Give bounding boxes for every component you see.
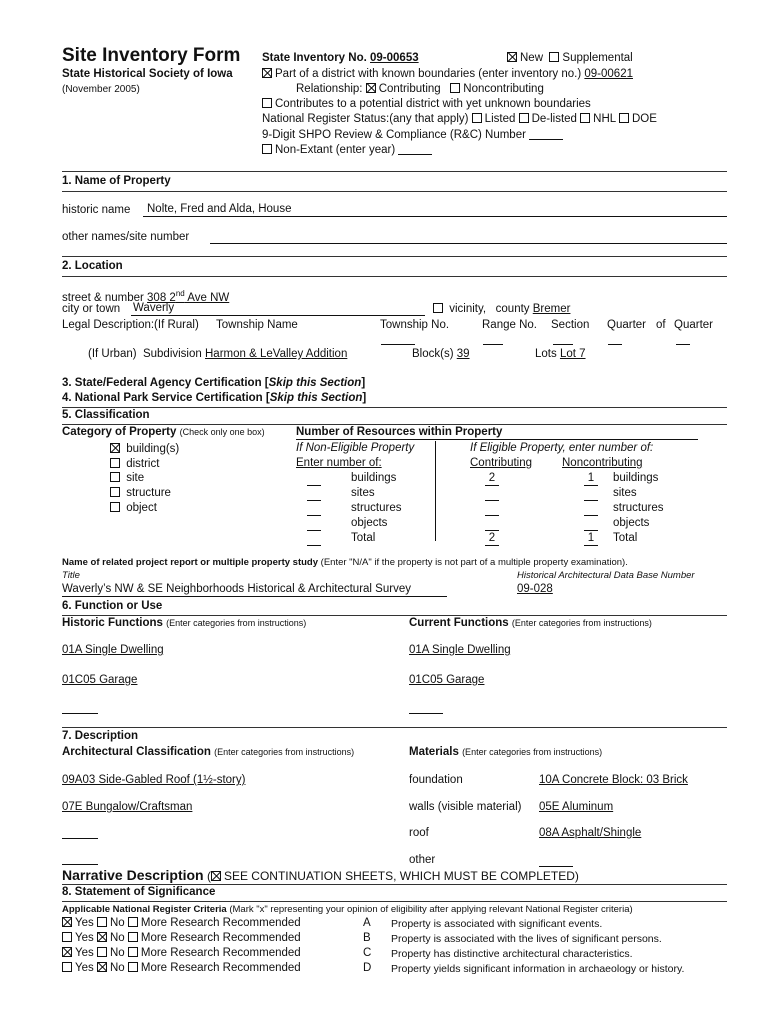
potential-district-checkbox[interactable]	[262, 98, 272, 108]
of-label: of	[656, 319, 666, 331]
shpo-row	[262, 128, 563, 141]
yes-checkbox[interactable]	[62, 917, 72, 927]
category-list	[110, 442, 179, 516]
divider	[62, 424, 727, 425]
blocks-label: Block(s)	[412, 348, 454, 360]
more-research-checkbox[interactable]	[128, 947, 138, 957]
db-number-label: Historical Architectural Data Base Number	[517, 570, 695, 581]
narrative-label: Narrative Description	[62, 867, 204, 883]
county-value[interactable]: Bremer	[532, 303, 571, 315]
category-district[interactable]: district	[110, 457, 179, 472]
new-checkbox[interactable]	[507, 52, 517, 62]
inventory-no-value[interactable]: 09-00653	[370, 52, 419, 64]
no-checkbox[interactable]	[97, 962, 107, 972]
inventory-no-row	[262, 52, 419, 64]
nhl-label: NHL	[593, 113, 616, 125]
noncontributing-label: Noncontributing	[463, 83, 544, 95]
current-functions-heading: Current Functions (Enter categories from instructions)	[409, 617, 652, 629]
quarter2-field[interactable]	[676, 344, 690, 345]
noncontributing-col-header: Noncontributing	[562, 457, 643, 469]
historic-functions-heading: Historic Functions (Enter categories from instructions)	[62, 617, 307, 629]
quarter-field[interactable]	[608, 344, 622, 345]
contributing-objects-value[interactable]	[485, 517, 499, 531]
current-function-2[interactable]: 01C05 Garage	[409, 674, 485, 686]
eligible-label-buildings: buildings	[613, 472, 659, 484]
walls-value[interactable]: 05E Aluminum	[539, 801, 614, 813]
narrative-text: SEE CONTINUATION SHEETS, WHICH MUST BE COMPLETED)	[223, 869, 579, 883]
supplemental-label: Supplemental	[562, 52, 633, 64]
category-building[interactable]: building(s)	[110, 442, 179, 457]
shpo-field[interactable]	[529, 128, 563, 140]
shpo-label: 9-Digit SHPO Review & Compliance (R&C) Number	[262, 129, 526, 141]
s2-heading: 2. Location	[62, 260, 123, 272]
more-research-checkbox[interactable]	[128, 962, 138, 972]
non-eligible-objects-field[interactable]	[307, 517, 321, 531]
category-site[interactable]: site	[110, 471, 179, 486]
delisted-checkbox[interactable]	[519, 113, 529, 123]
other-material-label: other	[409, 854, 436, 866]
checkbox-building[interactable]	[110, 443, 120, 453]
criteria-description: Property is associated with significant events.	[391, 918, 603, 930]
divider	[62, 615, 727, 616]
historic-name-field[interactable]	[143, 216, 727, 217]
current-function-3[interactable]	[409, 713, 443, 714]
category-heading: Category of Property (Check only one box)	[62, 426, 265, 438]
delisted-label: De-listed	[531, 113, 577, 125]
related-title-value: Waverly’s NW & SE Neighborhoods Historical & Architectural Survey	[62, 583, 411, 595]
blocks-row	[412, 348, 470, 360]
resources-divider	[435, 441, 436, 541]
subdivision-label: Subdivision	[142, 348, 202, 360]
contributing-total-value[interactable]: 2	[485, 532, 499, 546]
contributing-sites-value[interactable]	[485, 487, 499, 501]
blocks-value[interactable]: 39	[456, 348, 470, 360]
current-function-1[interactable]: 01A Single Dwelling	[409, 644, 511, 656]
city-label: city or town	[62, 303, 121, 315]
s3-heading: 3. State/Federal Agency Certification [Skip this Section]	[62, 377, 366, 389]
subdivision-value[interactable]: Harmon & LeValley Addition	[205, 348, 348, 360]
quarter-label: Quarter	[607, 319, 646, 331]
district-part-checkbox[interactable]	[262, 68, 272, 78]
divider	[62, 407, 727, 408]
criteria-letter: D	[363, 962, 372, 974]
s1-heading: 1. Name of Property	[62, 175, 171, 187]
district-part-label: Part of a district with known boundaries (enter inventory no.)	[275, 68, 582, 80]
city-value: Waverly	[133, 302, 175, 314]
foundation-label: foundation	[409, 774, 463, 786]
no-label: No	[109, 962, 128, 974]
potential-district-label: Contributes to a potential district with yet unknown boundaries	[275, 98, 591, 110]
narrative-row: Narrative Description ( SEE CONTINUATION SHEETS, WHICH MUST BE COMPLETED)	[62, 867, 579, 883]
related-study-row	[62, 557, 628, 568]
title-label: Title	[62, 570, 80, 581]
checkbox-district[interactable]	[110, 458, 120, 468]
checkbox-structure[interactable]	[110, 487, 120, 497]
yes-label: Yes	[75, 947, 97, 959]
criteria-letter: C	[363, 947, 372, 959]
range-no-label: Range No.	[482, 319, 537, 331]
eligible-label-structures: structures	[613, 502, 664, 514]
resource-label-structures: structures	[351, 502, 402, 514]
yes-label: Yes	[75, 932, 97, 944]
noncontributing-checkbox[interactable]	[450, 83, 460, 93]
resource-label-objects: objects	[351, 517, 388, 529]
nonextant-row	[262, 143, 432, 156]
criteria-letter: B	[363, 932, 371, 944]
divider	[62, 256, 727, 257]
county-label: county	[495, 303, 530, 315]
non-eligible-sites-field[interactable]	[307, 487, 321, 501]
resources-underline	[296, 439, 698, 440]
new-label: New	[520, 52, 544, 64]
no-checkbox[interactable]	[97, 917, 107, 927]
non-eligible-label: If Non-Eligible Property	[296, 442, 415, 454]
no-label: No	[109, 932, 128, 944]
township-no-field[interactable]	[381, 344, 415, 345]
doe-checkbox[interactable]	[619, 113, 629, 123]
relationship-label: Relationship:	[296, 83, 363, 95]
township-name-label: Township Name	[216, 319, 298, 331]
divider	[62, 171, 727, 172]
enter-number-label: Enter number of:	[296, 457, 382, 469]
related-title-field[interactable]	[62, 596, 447, 597]
no-label: No	[109, 947, 128, 959]
nonextant-year-field[interactable]	[398, 143, 432, 155]
no-checkbox[interactable]	[97, 932, 107, 942]
noncontributing-total-value[interactable]: 1	[584, 532, 598, 546]
nonextant-checkbox[interactable]	[262, 144, 272, 154]
potential-district-row	[262, 98, 591, 110]
form-title: Site Inventory Form	[62, 45, 241, 66]
more-research-label: More Research Recommended	[140, 947, 301, 959]
eligible-label-total: Total	[613, 532, 638, 544]
arch-class-3[interactable]	[62, 838, 98, 839]
arch-class-1[interactable]: 09A03 Side-Gabled Roof (1½-story)	[62, 774, 246, 786]
nhl-checkbox[interactable]	[580, 113, 590, 123]
vicinity-checkbox[interactable]	[433, 303, 443, 313]
city-field[interactable]	[131, 315, 425, 316]
s8-heading: 8. Statement of Significance	[62, 886, 216, 898]
arch-class-heading: Architectural Classification (Enter categories from instructions)	[62, 746, 355, 758]
street-label: street & number	[62, 291, 144, 304]
noncontributing-sites-value[interactable]	[584, 487, 598, 501]
contributing-checkbox[interactable]	[366, 83, 376, 93]
resource-label-sites: sites	[351, 487, 375, 499]
divider	[62, 901, 727, 902]
contributing-buildings-value[interactable]: 2	[485, 472, 499, 486]
divider	[62, 276, 727, 277]
contributing-col-header: Contributing	[470, 457, 533, 469]
narrative-checkbox[interactable]	[211, 871, 221, 881]
related-study-label: Name of related project report or multiple property study	[62, 557, 319, 568]
more-research-checkbox[interactable]	[128, 932, 138, 942]
resource-label-total: Total	[351, 532, 376, 544]
yes-checkbox[interactable]	[62, 947, 72, 957]
criteria-description: Property yields significant information in archaeology or history.	[391, 963, 685, 975]
s6-heading: 6. Function or Use	[62, 600, 163, 612]
nr-status-label: National Register Status:(any that apply)	[262, 113, 469, 125]
street-value[interactable]: 308 2nd Ave NW	[147, 289, 230, 304]
materials-heading: Materials (Enter categories from instructions)	[409, 746, 603, 758]
criteria-row-c	[62, 947, 301, 959]
form-date: (November 2005)	[62, 84, 140, 95]
criteria-note: (Mark "x" representing your opinion of eligibility after applying relevant National Register criteria)	[229, 904, 633, 915]
non-eligible-total-field[interactable]	[307, 532, 321, 546]
non-eligible-structures-field[interactable]	[307, 502, 321, 516]
eligible-label: If Eligible Property, enter number of:	[470, 442, 654, 454]
supplemental-checkbox[interactable]	[549, 52, 559, 62]
s4-heading: 4. National Park Service Certification [Skip this Section]	[62, 392, 367, 404]
listed-label: Listed	[484, 113, 516, 125]
checkbox-site[interactable]	[110, 472, 120, 482]
criteria-description: Property is associated with the lives of significant persons.	[391, 933, 662, 945]
yes-checkbox[interactable]	[62, 962, 72, 972]
urban-row	[88, 348, 347, 360]
non-eligible-buildings-field[interactable]	[307, 472, 321, 486]
nr-status-row	[262, 113, 657, 125]
db-number-value[interactable]: 09-028	[517, 583, 553, 595]
urban-label: (If Urban)	[88, 348, 137, 360]
relationship-row	[296, 83, 544, 95]
walls-label: walls (visible material)	[409, 801, 522, 813]
other-names-label: other names/site number	[62, 231, 190, 243]
s5-heading: 5. Classification	[62, 409, 150, 421]
no-checkbox[interactable]	[97, 947, 107, 957]
noncontributing-objects-value[interactable]	[584, 517, 598, 531]
doe-label: DOE	[631, 113, 657, 125]
historic-function-2[interactable]: 01C05 Garage	[62, 674, 138, 686]
more-research-label: More Research Recommended	[140, 962, 301, 974]
criteria-row-a	[62, 917, 301, 929]
yes-label: Yes	[75, 917, 97, 929]
yes-label: Yes	[75, 962, 97, 974]
vicinity-label: vicinity,	[449, 303, 487, 315]
more-research-label: More Research Recommended	[140, 917, 301, 929]
arch-class-2[interactable]: 07E Bungalow/Craftsman	[62, 801, 193, 813]
related-study-note: (Enter "N/A" if the property is not part of a multiple property examination).	[320, 557, 628, 568]
historic-function-1[interactable]: 01A Single Dwelling	[62, 644, 164, 656]
org-name: State Historical Society of Iowa	[62, 68, 233, 80]
section-label: Section	[551, 319, 590, 331]
divider	[62, 191, 727, 192]
foundation-value[interactable]: 10A Concrete Block: 03 Brick	[539, 774, 688, 786]
more-research-label: More Research Recommended	[140, 932, 301, 944]
category-structure[interactable]: structure	[110, 486, 179, 501]
criteria-row-d	[62, 962, 301, 974]
new-supplemental-row	[507, 52, 633, 64]
criteria-row-b	[62, 932, 301, 944]
checkbox-object[interactable]	[110, 502, 120, 512]
resources-heading: Number of Resources within Property	[296, 426, 503, 438]
s7-heading: 7. Description	[62, 730, 139, 742]
lots-row	[535, 348, 586, 360]
criteria-description: Property has distinctive architectural characteristics.	[391, 948, 633, 960]
arch-class-4[interactable]	[62, 864, 98, 865]
resource-label-buildings: buildings	[351, 472, 397, 484]
noncontributing-buildings-value[interactable]: 1	[584, 472, 598, 486]
contributing-structures-value[interactable]	[485, 502, 499, 516]
section-field[interactable]	[553, 344, 573, 345]
quarter2-label: Quarter	[674, 319, 713, 331]
district-row	[262, 68, 633, 80]
eligible-label-objects: objects	[613, 517, 650, 529]
roof-label: roof	[409, 827, 429, 839]
criteria-letter: A	[363, 917, 371, 929]
legal-description-label: Legal Description:(If Rural)	[62, 319, 199, 331]
criteria-label: Applicable National Register Criteria	[62, 904, 227, 915]
no-label: No	[109, 917, 128, 929]
historic-name-label: historic name	[62, 204, 131, 216]
divider	[62, 884, 727, 885]
vicinity-row	[433, 303, 570, 315]
range-no-field[interactable]	[483, 344, 503, 345]
lots-value[interactable]: Lot 7	[559, 348, 586, 360]
historic-name-value: Nolte, Fred and Alda, House	[147, 203, 292, 215]
inventory-no-label: State Inventory No.	[262, 52, 367, 64]
district-no-value[interactable]: 09-00621	[584, 68, 633, 80]
roof-value[interactable]: 08A Asphalt/Shingle	[539, 827, 642, 839]
yes-checkbox[interactable]	[62, 932, 72, 942]
contributing-label: Contributing	[378, 83, 441, 95]
divider	[62, 727, 727, 728]
lots-label: Lots	[535, 348, 557, 360]
other-names-field[interactable]	[210, 243, 727, 244]
category-object[interactable]: object	[110, 501, 179, 516]
historic-function-3[interactable]	[62, 713, 98, 714]
eligible-label-sites: sites	[613, 487, 637, 499]
nonextant-label: Non-Extant (enter year)	[275, 144, 396, 156]
criteria-heading-row	[62, 904, 633, 915]
listed-checkbox[interactable]	[472, 113, 482, 123]
noncontributing-structures-value[interactable]	[584, 502, 598, 516]
township-no-label: Township No.	[380, 319, 450, 331]
more-research-checkbox[interactable]	[128, 917, 138, 927]
